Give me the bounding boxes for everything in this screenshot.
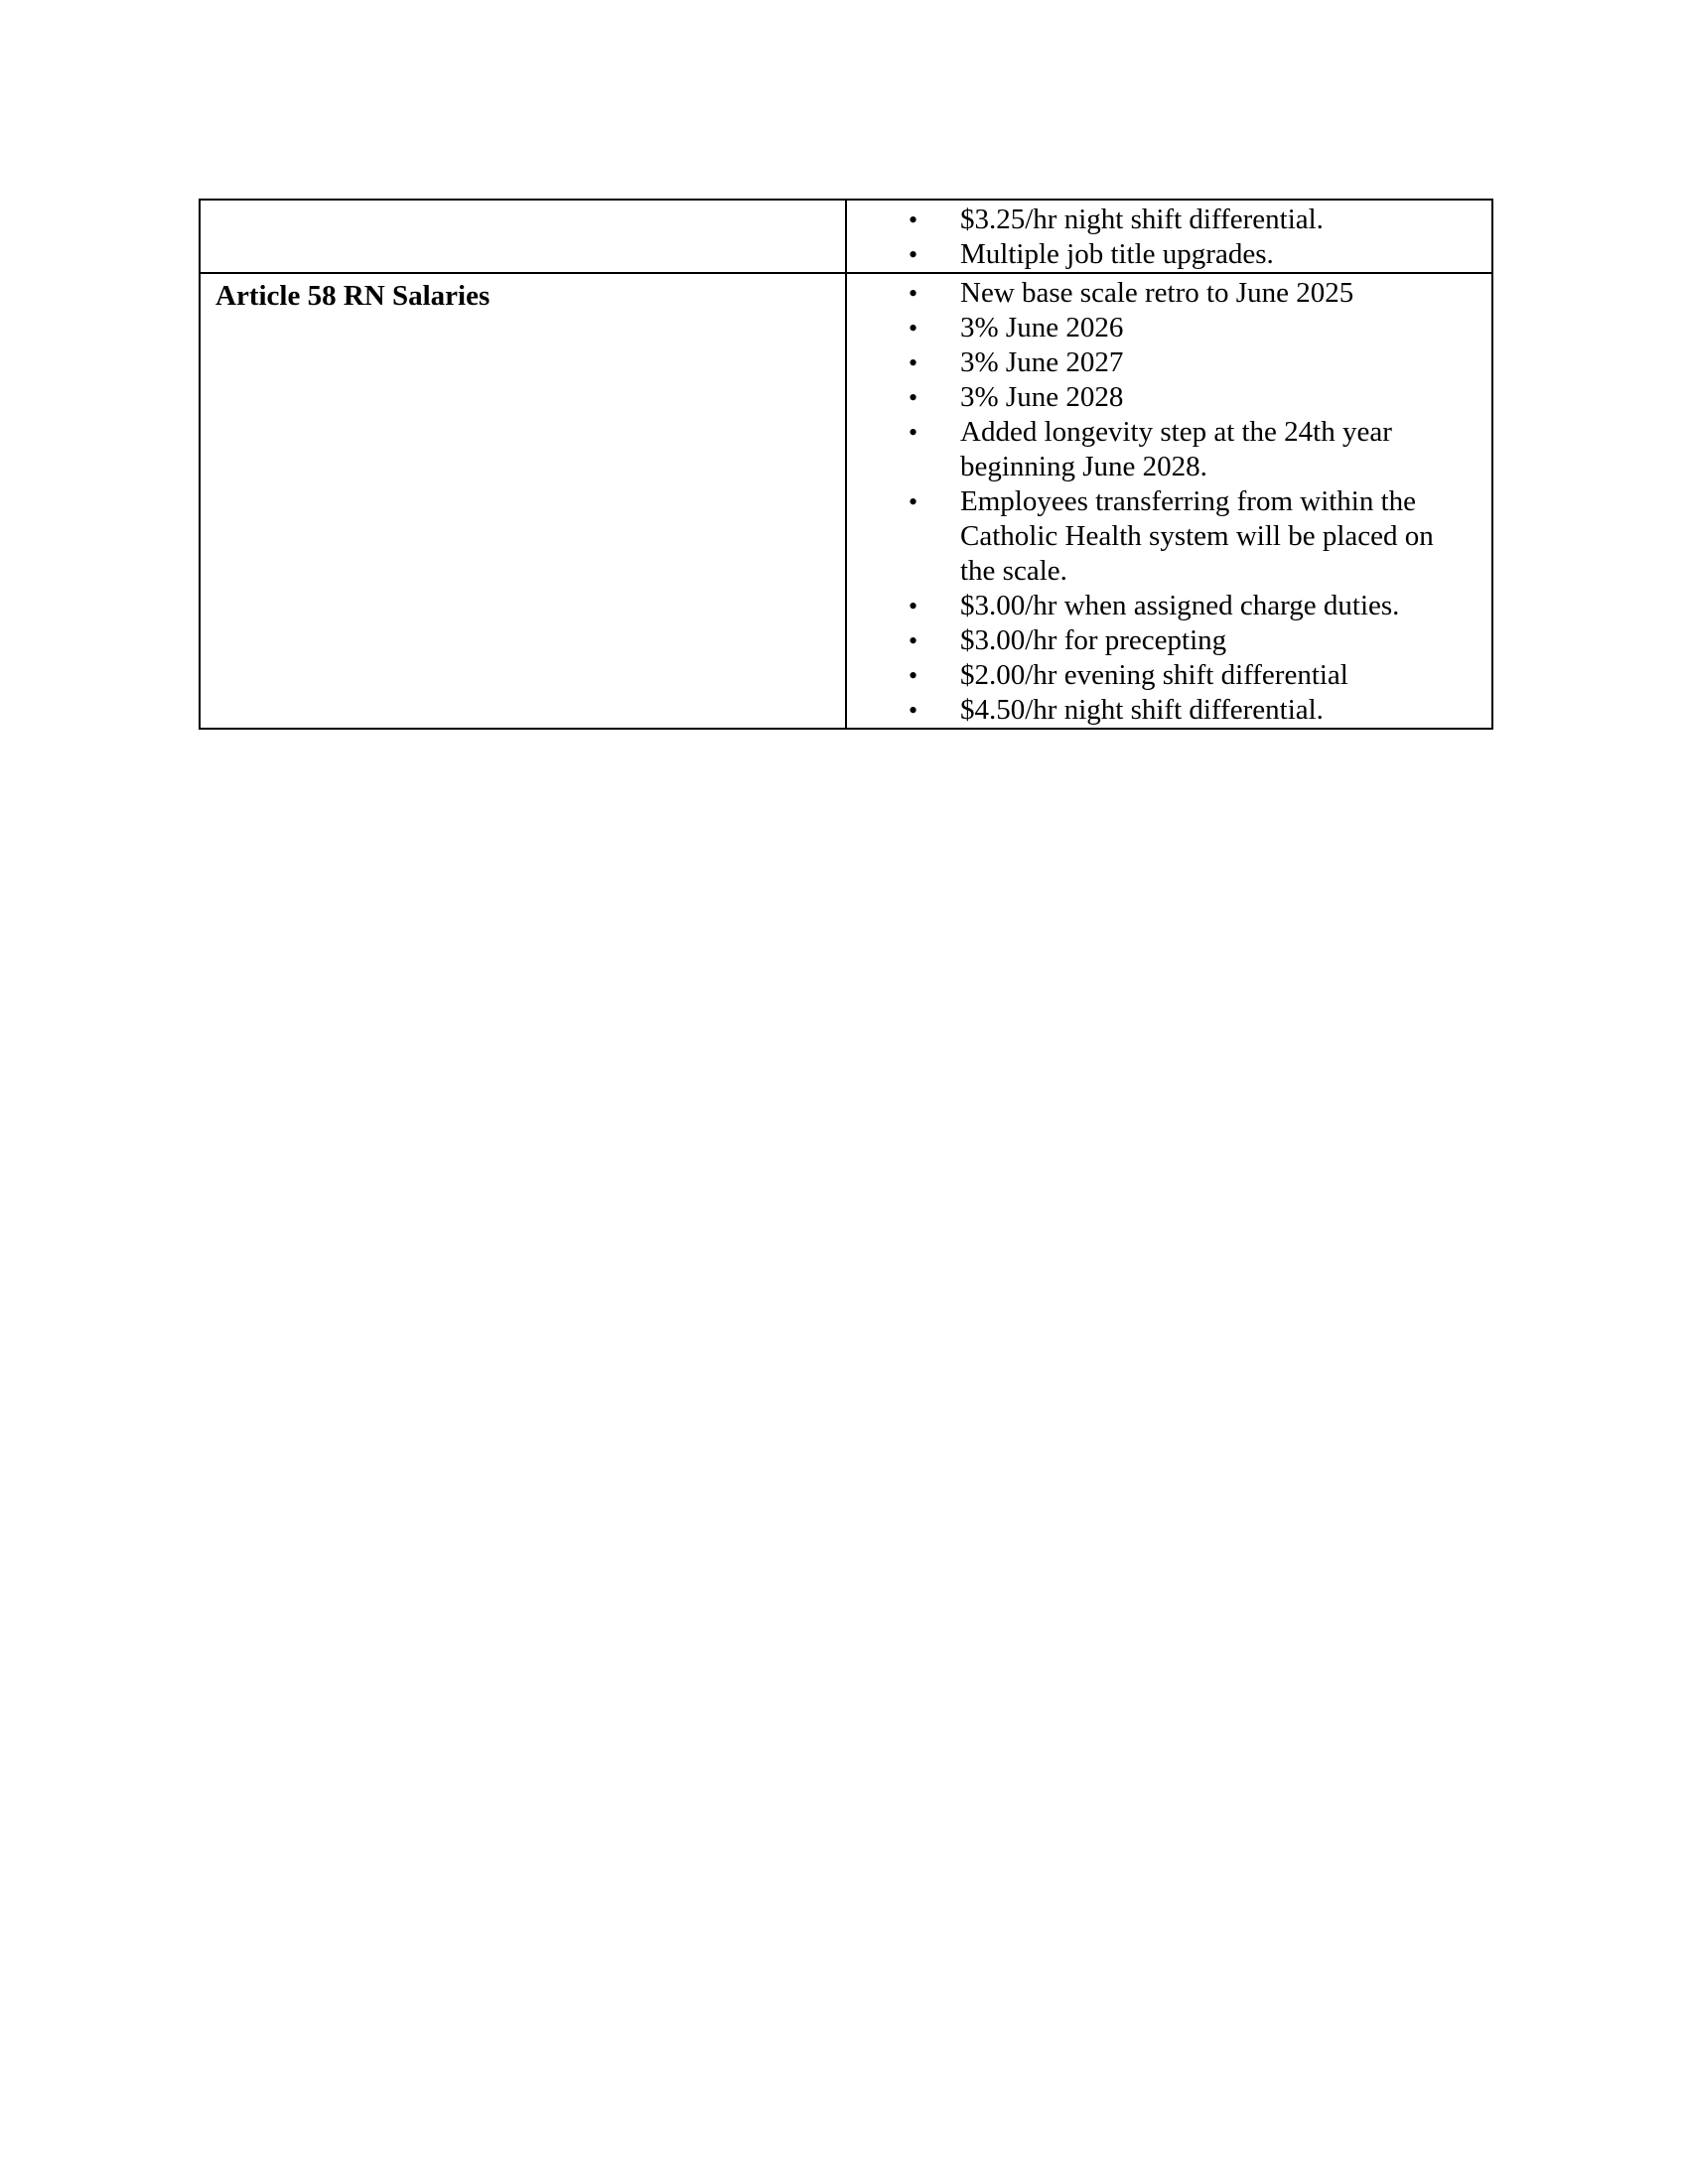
list-item: • New base scale retro to June 2025 xyxy=(847,276,1491,311)
article-title xyxy=(201,201,845,205)
details-cell xyxy=(846,200,1492,273)
contract-summary-table xyxy=(199,199,1493,730)
details-cell xyxy=(846,273,1492,729)
article-title: Article 58 RN Salaries xyxy=(215,280,491,312)
article-cell xyxy=(200,273,846,729)
list-item: • Multiple job title upgrades. xyxy=(847,237,1491,272)
list-item: • $3.00/hr for precepting xyxy=(847,623,1491,658)
list-item: • $3.00/hr when assigned charge duties. xyxy=(847,589,1491,623)
table-row xyxy=(200,200,1492,273)
list-item: • $3.25/hr night shift differential. xyxy=(847,203,1491,237)
list-item: • 3% June 2027 xyxy=(847,345,1491,380)
details-list xyxy=(847,201,1491,272)
list-item: • 3% June 2026 xyxy=(847,311,1491,345)
list-item: • $4.50/hr night shift differential. xyxy=(847,693,1491,728)
list-item: • Added longevity step at the 24th year beginning June 2028. xyxy=(847,415,1491,484)
list-item: • $2.00/hr evening shift differential xyxy=(847,658,1491,693)
article-cell xyxy=(200,200,846,273)
list-item: • 3% June 2028 xyxy=(847,380,1491,415)
details-list xyxy=(847,274,1491,728)
table-row xyxy=(200,273,1492,729)
list-item: • Employees transferring from within the Catholic Health system will be placed on the scale. xyxy=(847,484,1491,589)
